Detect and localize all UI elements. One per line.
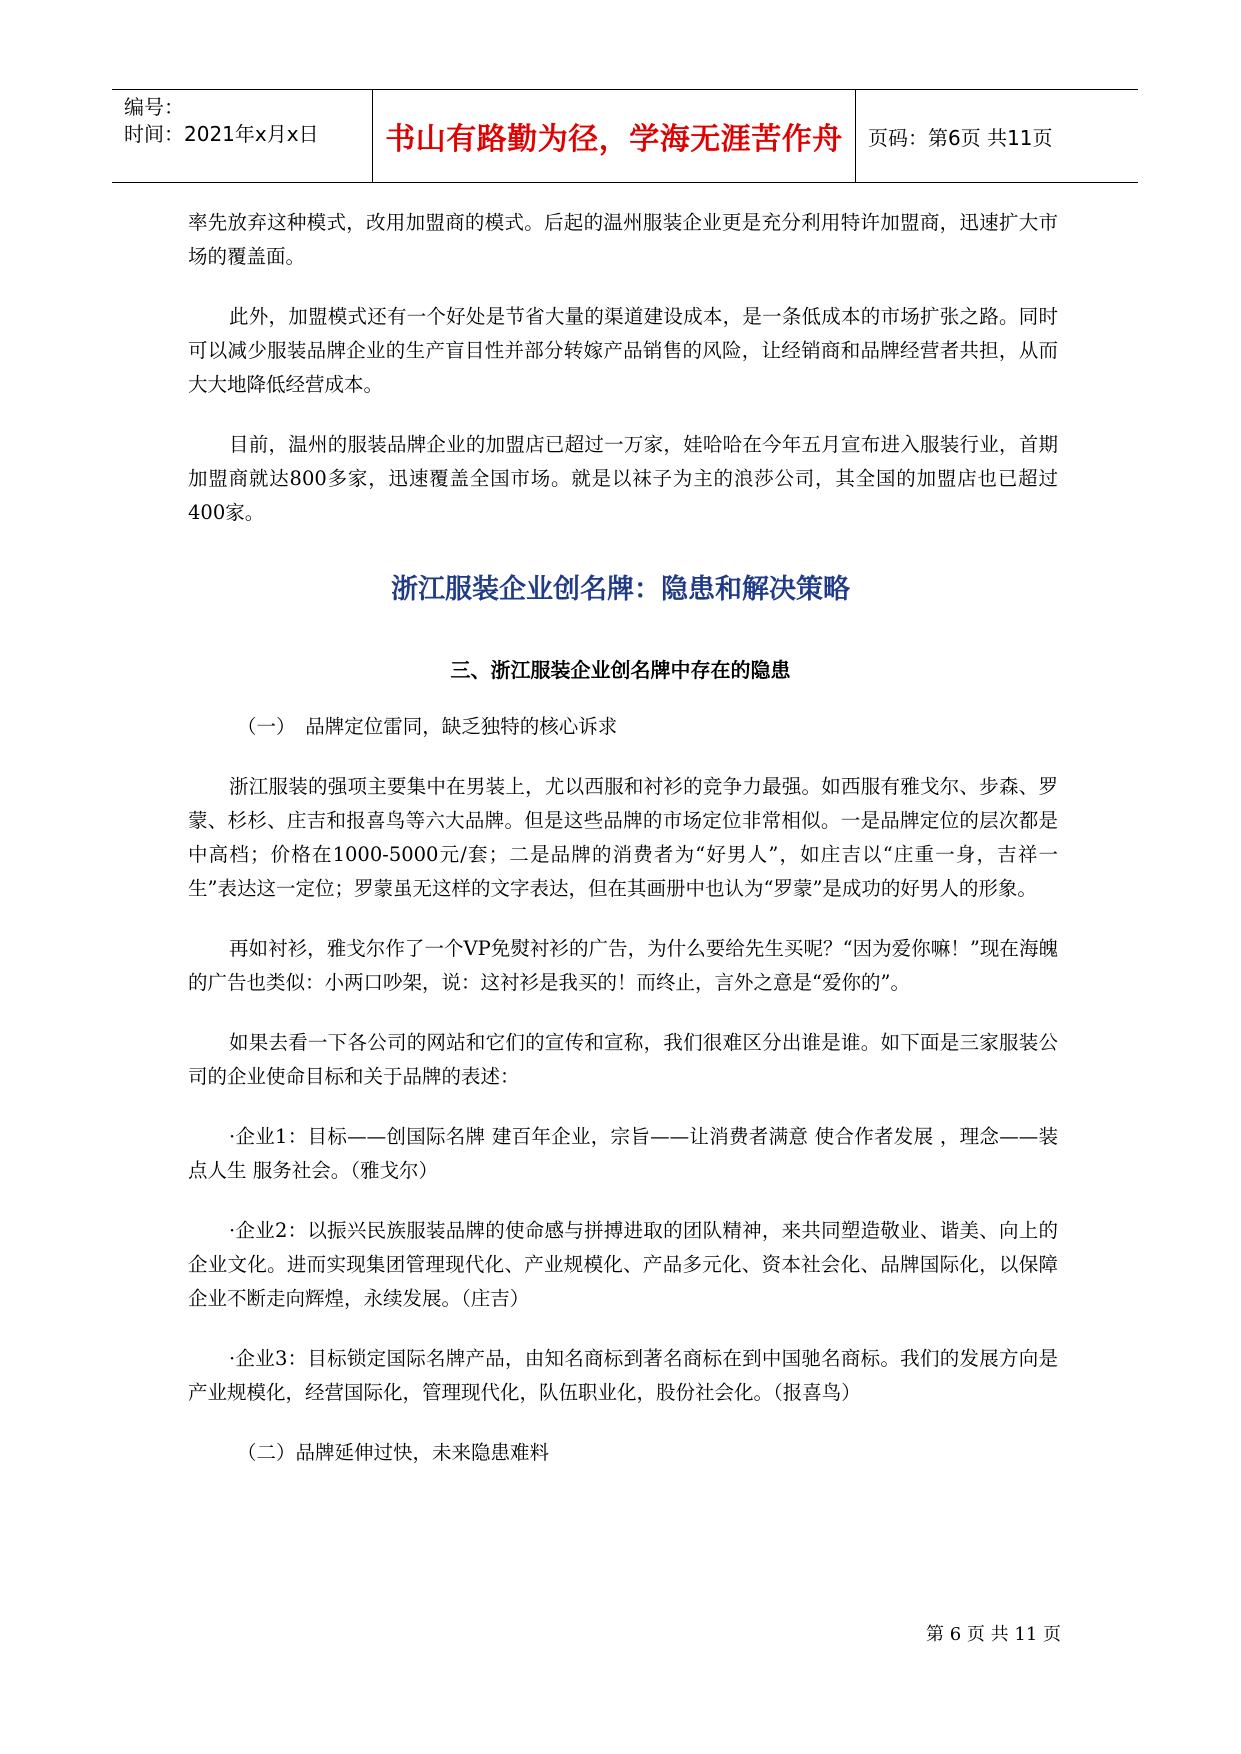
document-title: 浙江服装企业创名牌：隐患和解决策略	[391, 574, 850, 605]
section2-heading: （二）品牌延伸过快，未来隐患难料	[237, 1441, 550, 1464]
number-label: 编号：	[124, 95, 184, 119]
time-label: 时间：2021年x月x日	[124, 122, 319, 146]
header-info-cell	[112, 90, 373, 182]
paragraph: 目前，温州的服装品牌企业的加盟店已超过一万家，娃哈哈在今年五月宣布进入服装行业，首期加盟商就达800多家，迅速覆盖全国市场。就是以袜子为主的浪莎公司，其全国的加盟店也已超过400家。	[188, 433, 1058, 524]
page-info: 页码：第6页 共11页	[868, 125, 1053, 150]
paragraph: 率先放弃这种模式，改用加盟商的模式。后起的温州服装企业更是充分利用特许加盟商，迅速扩大市场的覆盖面。	[188, 211, 1058, 268]
section-subtitle: 三、浙江服装企业创名牌中存在的隐患	[450, 658, 791, 682]
main-content	[188, 710, 1058, 1470]
top-content	[188, 206, 1058, 530]
header-table	[112, 89, 1138, 183]
paragraph: 如果去看一下各公司的网站和它们的宣传和宣称，我们很难区分出谁是谁。如下面是三家服装公司的企业使命目标和关于品牌的表述：	[188, 1031, 1058, 1088]
company-item: ·企业2：以振兴民族服装品牌的使命感与拼搏进取的团队精神，来共同塑造敬业、谐美、向上的企业文化。进而实现集团管理现代化、产业规模化、产品多元化、资本社会化、品牌国际化，以保障企业不断走向辉煌，永续发展。（庄吉）	[188, 1219, 1058, 1310]
page-footer: 第 6 页 共 11 页	[926, 1624, 1061, 1645]
paragraph: 浙江服装的强项主要集中在男装上，尤以西服和衬衫的竞争力最强。如西服有雅戈尔、步森、罗蒙、杉杉、庄吉和报喜鸟等六大品牌。但是这些品牌的市场定位非常相似。一是品牌定位的层次都是中高档；价格在1000-5000元/套；二是品牌的消费者为“好男人”，如庄吉以“庄重一身，吉祥一生”表达这一定位；罗蒙虽无这样的文字表达，但在其画册中也认为“罗蒙”是成功的好男人的形象。	[188, 775, 1058, 900]
paragraph: 此外，加盟模式还有一个好处是节省大量的渠道建设成本，是一条低成本的市场扩张之路。同时可以减少服装品牌企业的生产盲目性并部分转嫁产品销售的风险，让经销商和品牌经营者共担，从而大大地降低经营成本。	[188, 305, 1058, 396]
company-item: ·企业1：目标——创国际名牌 建百年企业，宗旨——让消费者满意 使合作者发展 ，理念——装点人生 服务社会。（雅戈尔）	[188, 1125, 1058, 1182]
motto: 书山有路勤为径，学海无涯苦作舟	[373, 90, 856, 182]
paragraph: 再如衬衫，雅戈尔作了一个VP免熨衬衫的广告，为什么要给先生买呢？“因为爱你嘛！”现在海魄的广告也类似：小两口吵架，说：这衬衫是我买的！而终止，言外之意是“爱你的”。	[188, 937, 1058, 994]
company-item: ·企业3：目标锁定国际名牌产品，由知名商标到著名商标在到中国驰名商标。我们的发展方向是产业规模化，经营国际化，管理现代化，队伍职业化，股份社会化。（报喜鸟）	[188, 1347, 1058, 1404]
section1-heading: （一） 品牌定位雷同，缺乏独特的核心诉求	[237, 715, 618, 738]
